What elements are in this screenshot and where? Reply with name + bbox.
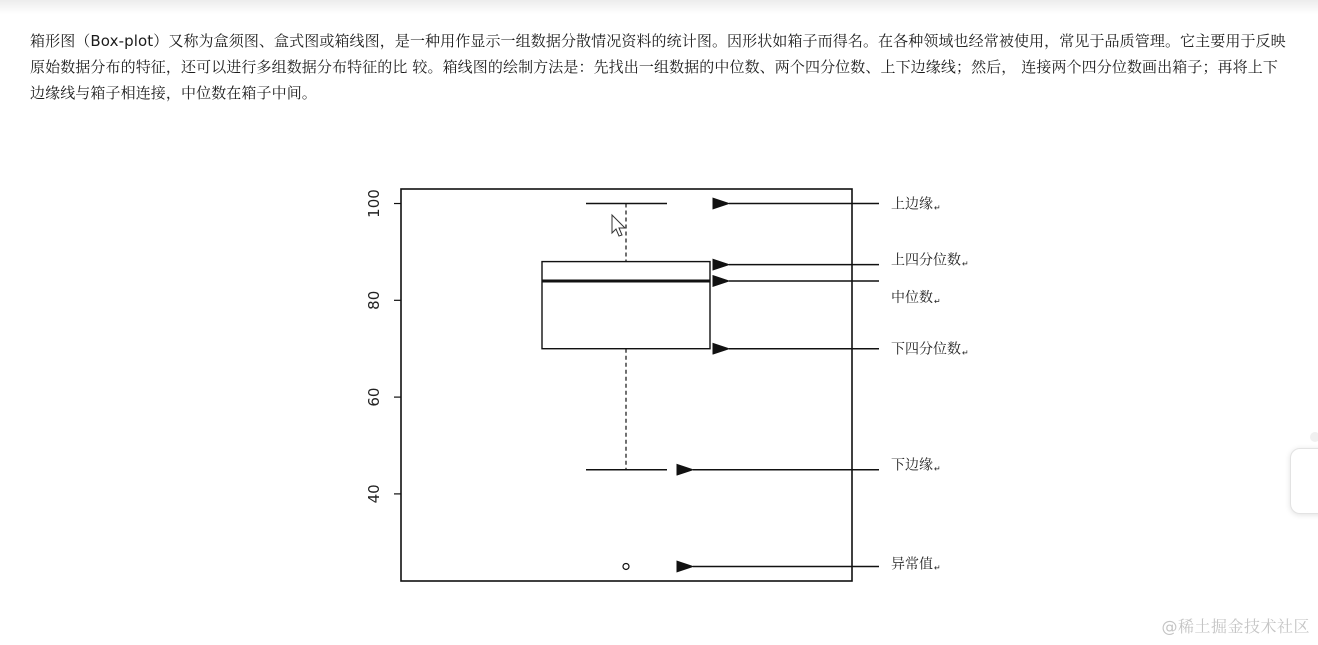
annotation-label: 下边缘 bbox=[891, 457, 933, 474]
return-mark: ↵ bbox=[934, 203, 941, 213]
return-mark: ↵ bbox=[934, 296, 941, 306]
box-iqr bbox=[542, 262, 710, 349]
return-mark: ↵ bbox=[962, 348, 969, 358]
intro-paragraph: 箱形图（Box-plot）又称为盒须图、盒式图或箱线图，是一种用作显示一组数据分散情况资料的统计图。因形状如箱子而得名。在各种领域也经常被使用，常见于品质管理。它主要用于反映原始数据分布的特征，还可以进行多组数据分布特征的比 较。箱线图的绘制方法是：先找出一组数据的中位数、两个四分位数、上下边缘线；然后， 连接两个四分位数画出箱子；再将上下边缘线与箱子相连接，中位数在箱子中间。 bbox=[30, 32, 1286, 102]
return-mark: ↵ bbox=[962, 259, 969, 269]
outlier-point bbox=[623, 563, 629, 569]
annotation-label: 上四分位数 bbox=[891, 252, 961, 269]
top-band bbox=[0, 0, 1318, 14]
annotation-label: 中位数 bbox=[891, 289, 933, 306]
y-tick-label: 40 bbox=[365, 484, 383, 504]
annotation-label: 上边缘 bbox=[891, 196, 933, 213]
y-tick-label: 80 bbox=[365, 290, 383, 310]
side-dot bbox=[1310, 432, 1318, 442]
annotation-label: 下四分位数 bbox=[891, 341, 961, 358]
return-mark: ↵ bbox=[934, 464, 941, 474]
return-mark: ↵ bbox=[934, 563, 941, 573]
annotation-label: 异常值 bbox=[891, 556, 933, 573]
watermark: @稀土掘金技术社区 bbox=[1161, 617, 1310, 636]
y-tick-label: 60 bbox=[365, 387, 383, 407]
cursor-icon bbox=[612, 215, 625, 236]
side-floating-widget[interactable] bbox=[1290, 448, 1318, 514]
y-tick-label: 100 bbox=[365, 189, 383, 218]
boxplot-chart bbox=[340, 170, 1000, 600]
